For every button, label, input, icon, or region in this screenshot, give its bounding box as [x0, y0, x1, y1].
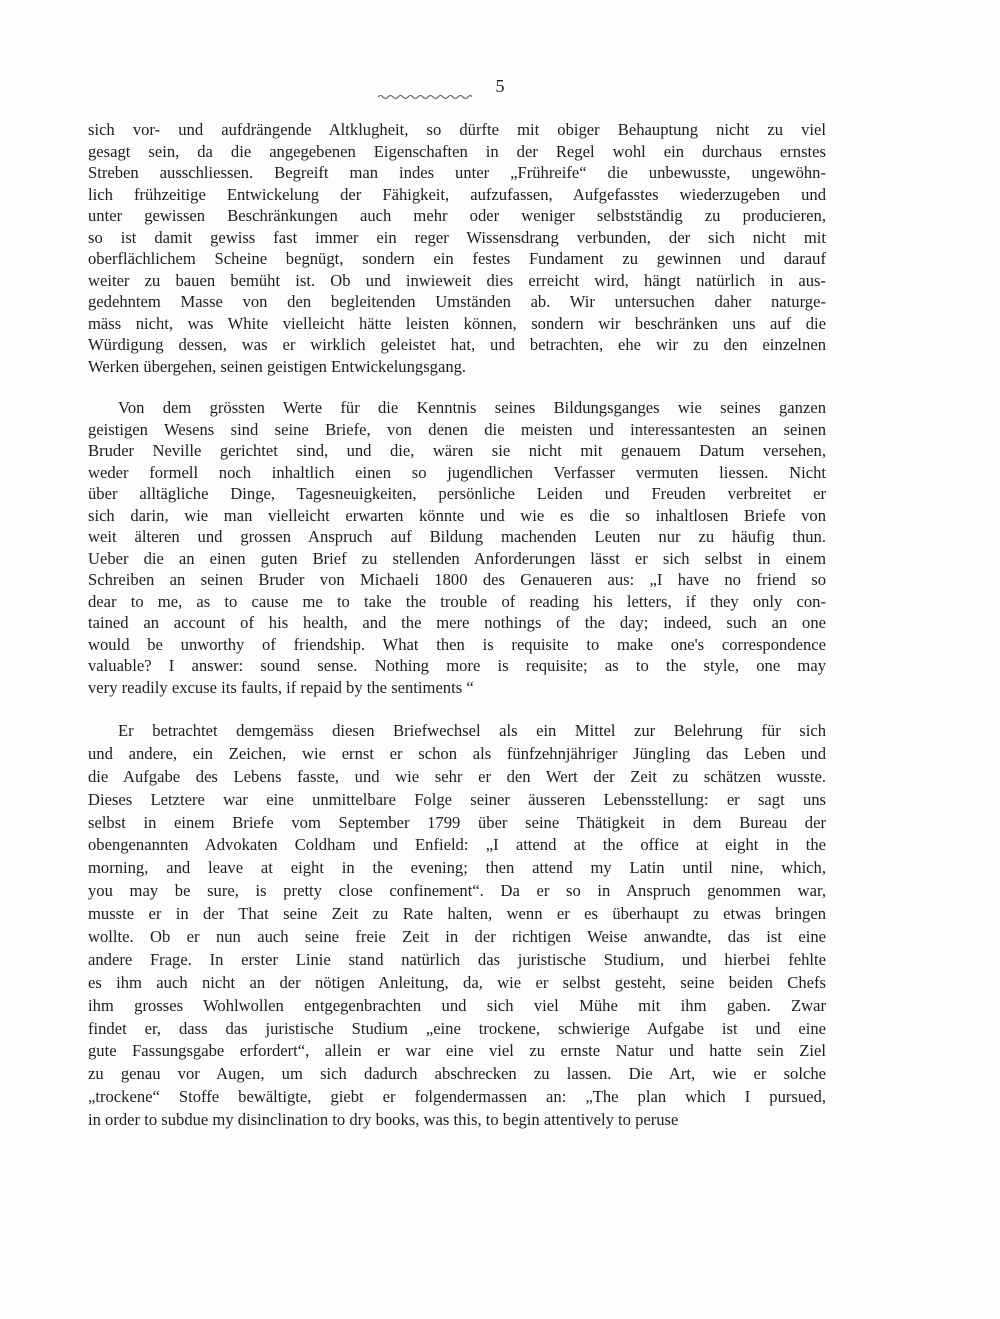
text-line: gedehntem Masse von den begleitenden Umständen ab. Wir untersuchen daher naturge- — [88, 292, 826, 311]
text-line: Streben ausschliessen. Begreift man indes unter „Frühreife“ die unbewusste, ungewöhn- — [88, 163, 826, 182]
text-line: oberflächlichem Scheine begnügt, sondern ein festes Fundament zu gewinnen und darauf — [88, 249, 826, 268]
text-line: sich darin, wie man vielleicht erwarten könnte und wie es die so inhaltlosen Briefe von — [88, 505, 826, 525]
paragraph-3 — [88, 720, 826, 1132]
text-line: tained an account of his health, and the mere nothings of the day; indeed, such an one — [88, 613, 826, 632]
text-line: gute Fassungsgabe erfordert“, allein er war eine viel zu ernste Natur und hatte sein Ziel — [88, 1041, 826, 1061]
text-line: mäss nicht, was White vielleicht hätte leisten können, sondern wir beschränken uns auf die — [88, 313, 826, 333]
text-line: Schreiben an seinen Bruder von Michaeli 1800 des Genaueren aus: „I have no friend so — [88, 570, 826, 589]
text-line: gesagt sein, da die angegebenen Eigenschaften in der Regel wohl ein durchaus ernstes — [88, 141, 826, 161]
paragraph-1 — [88, 119, 826, 377]
text-line: weiter zu bauen bemüht ist. Ob und inwieweit dies erreicht wird, hängt natürlich in aus- — [88, 270, 826, 290]
text-line: so ist damit gewiss fast immer ein reger Wissensdrang verbunden, der sich nicht mit — [88, 227, 826, 247]
text-line: Er betrachtet demgemäss diesen Briefwechsel als ein Mittel zur Belehrung für sich — [118, 721, 826, 740]
text-line: lich frühzeitige Entwickelung der Fähigkeit, aufzufassen, Aufgefasstes wiederzugeben und — [88, 184, 826, 204]
decorative-rule — [378, 93, 472, 101]
text-line: Bruder Neville gerichtet sind, und die, wären sie nicht mit genauem Datum versehen, — [88, 441, 826, 460]
text-line: musste er in der That seine Zeit zu Rate halten, wenn er es überhaupt zu etwas bringen — [88, 904, 826, 924]
text-line: selbst in einem Briefe vom September 1799 über seine Thätigkeit in dem Bureau der — [88, 812, 826, 832]
text-line: über alltägliche Dinge, Tagesneuigkeiten, persönliche Leiden und Freuden verbreitet er — [88, 484, 826, 503]
text-line: wollte. Ob er nun auch seine freie Zeit in der richtigen Weise anwandte, das ist eine — [88, 927, 826, 947]
page-number: 5 — [495, 76, 505, 96]
text-line: valuable? I answer: sound sense. Nothing more is requisite; as to the style, one may — [88, 656, 826, 675]
text-line: very readily excuse its faults, if repaid by the sentiments “ — [88, 677, 474, 697]
text-line: die Aufgabe des Lebens fasste, und wie sehr er den Wert der Zeit zu schätzen wusste. — [88, 766, 826, 786]
text-line: you may be sure, is pretty close confinement“. Da er so in Anspruch genommen war, — [88, 881, 826, 901]
paragraph-2 — [88, 397, 826, 698]
text-line: sich vor- und aufdrängende Altklugheit, so dürfte mit obiger Behauptung nicht zu viel — [88, 120, 826, 139]
text-line: obengenannten Advokaten Coldham und Enfield: „I attend at the office at eight in the — [88, 835, 826, 855]
text-line: would be unworthy of friendship. What then is requisite to make one's correspondence — [88, 634, 826, 654]
text-line: geistigen Wesens sind seine Briefe, von denen die meisten und interessantesten an seinen — [88, 419, 826, 439]
text-line: zu genau vor Augen, um sich dadurch abschrecken zu lassen. Die Art, wie er solche — [88, 1064, 826, 1084]
text-line: Ueber die an einen guten Brief zu stellenden Anforderungen lässt er sich selbst in einem — [88, 548, 826, 568]
text-line: unter gewissen Beschränkungen auch mehr oder weniger selbstständig zu producieren, — [88, 206, 826, 225]
text-line: Von dem grössten Werte für die Kenntnis seines Bildungsganges wie seines ganzen — [118, 398, 826, 417]
text-line: morning, and leave at eight in the evening; then attend my Latin until nine, which, — [88, 858, 826, 878]
text-line: findet er, dass das juristische Studium „eine trockene, schwierige Aufgabe ist und eine — [88, 1018, 826, 1038]
text-line: andere Frage. In erster Linie stand natürlich das juristische Studium, und hierbei fehlte — [88, 949, 826, 969]
text-line: und andere, ein Zeichen, wie ernst er schon als fünfzehnjähriger Jüngling das Leben und — [88, 743, 826, 763]
text-line: „trockene“ Stoffe bewältigte, giebt er folgendermassen an: „The plan which I pursued, — [88, 1087, 826, 1107]
text-line: es ihm auch nicht an der nötigen Anleitung, da, wie er selbst gesteht, seine beiden Chefs — [88, 972, 826, 992]
text-line: weit älteren und grossen Anspruch auf Bildung machenden Leuten nur zu häufig thun. — [88, 527, 826, 546]
text-line: dear to me, as to cause me to take the trouble of reading his letters, if they only con- — [88, 591, 826, 611]
text-line: Werken übergehen, seinen geistigen Entwickelungsgang. — [88, 356, 467, 376]
text-line: Dieses Letztere war eine unmittelbare Folge seiner äusseren Lebensstellung: er sagt uns — [88, 789, 826, 809]
text-line: in order to subdue my disinclination to dry books, was this, to begin attentively to peruse — [88, 1110, 679, 1130]
text-line: weder formell noch inhaltlich einen so jugendlichen Verfasser vermuten liessen. Nicht — [88, 462, 826, 482]
text-line: Würdigung dessen, was er wirklich geleistet hat, und betrachten, ehe wir zu den einzelnen — [88, 335, 826, 354]
text-line: ihm grosses Wohlwollen entgegenbrachten und sich viel Mühe mit ihm gaben. Zwar — [88, 995, 826, 1015]
